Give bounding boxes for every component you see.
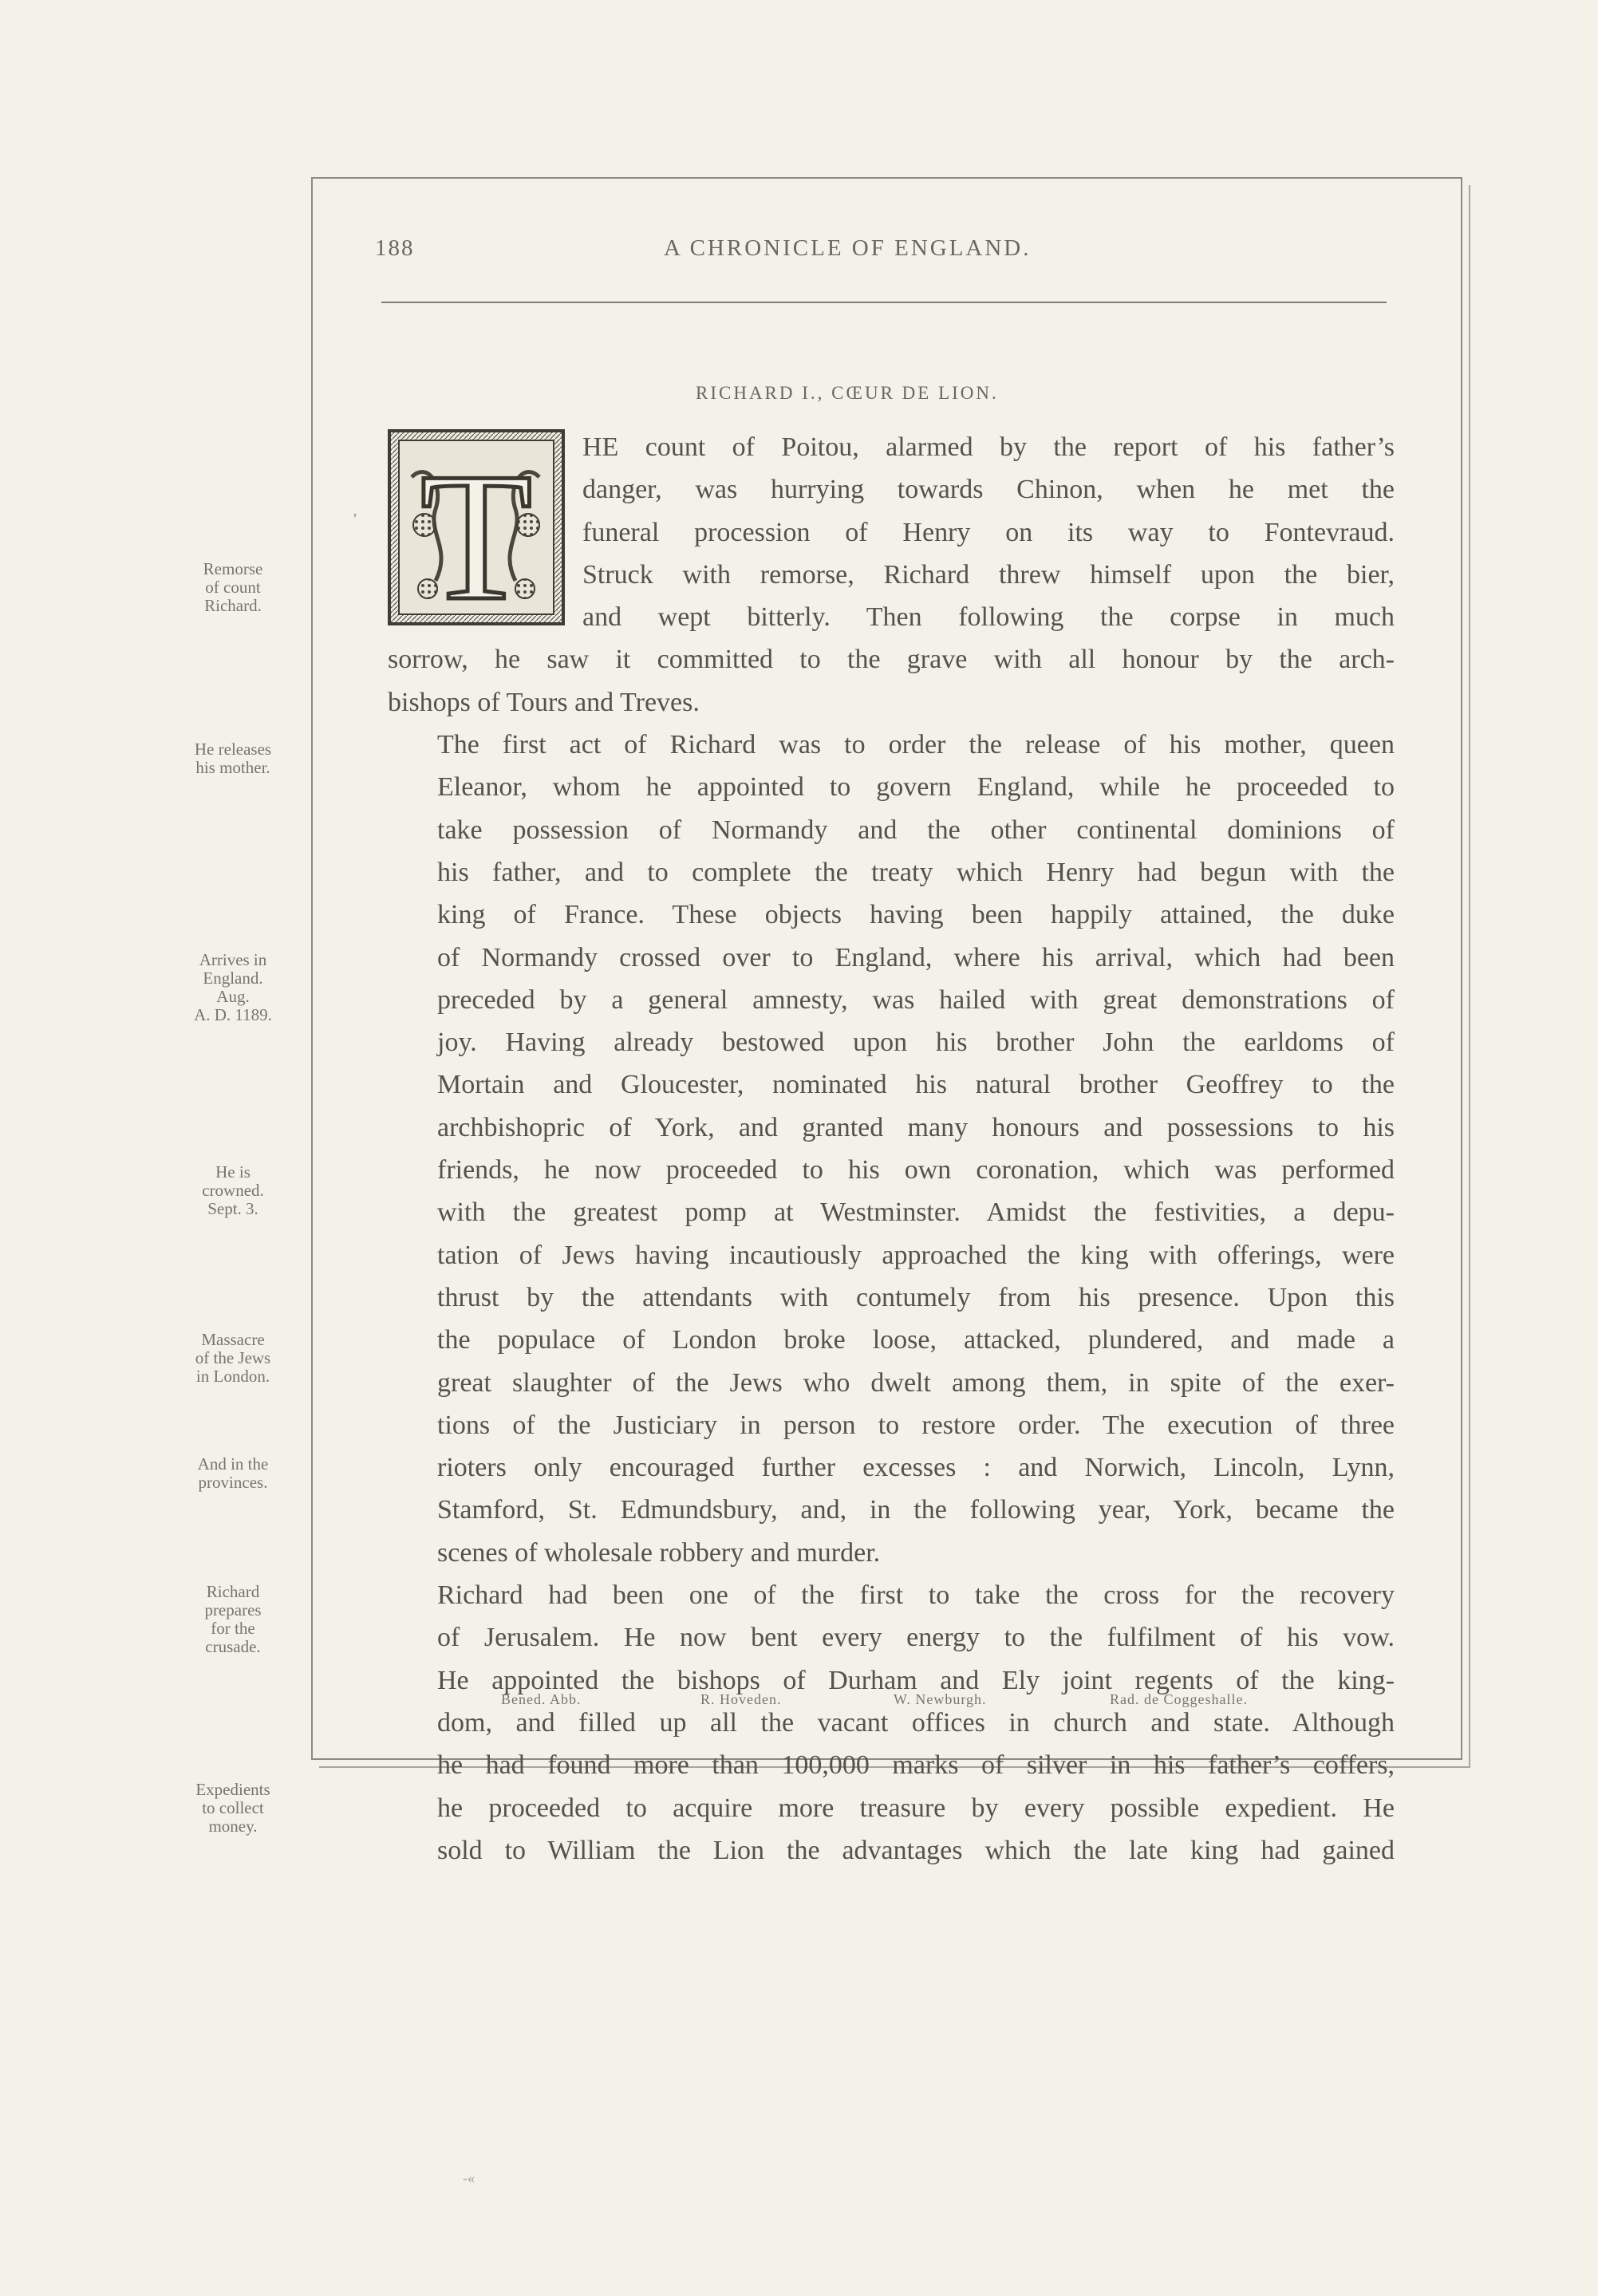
text-line: tation of Jews having incautiously approached the king with offerings, were [437,1240,1395,1270]
margin-note-line: And in the [197,1454,269,1473]
text-line: Struck with remorse, Richard threw himself upon the bier, [582,559,1395,590]
margin-note-line: Remorse [203,559,263,578]
margin-note-line: He releases [194,740,272,759]
text-line: and wept bitterly. Then following the corpse in much [582,602,1395,633]
footnote-source: W. Newburgh. [894,1691,987,1707]
margin-note-line: crowned. [202,1181,264,1200]
text-line: tions of the Justiciary in person to restore order. The execution of three [437,1410,1395,1440]
margin-note-line: Expedients [195,1780,270,1799]
text-line: of Jerusalem. He now bent every energy to the fulfilment of his vow. [437,1623,1395,1653]
margin-note-line: in London. [195,1367,270,1386]
margin-note-line: crusade. [205,1637,261,1656]
margin-note-line: money. [208,1817,258,1836]
text-line: king of France. These objects having been happily attained, the duke [437,900,1395,930]
margin-note-massacre [161,1331,305,1386]
text-line: The first act of Richard was to order the release of his mother, queen [437,730,1395,760]
text-line: thrust by the attendants with contumely from his presence. Upon this [437,1282,1395,1312]
margin-note-line: Aug. [216,987,250,1006]
text-line: Eleanor, whom he appointed to govern England, while he proceeded to [437,772,1395,803]
text-line: bishops of Tours and Treves. [388,687,700,717]
margin-note-line: to collect [202,1798,264,1817]
running-title: A CHRONICLE OF ENGLAND. [664,235,1032,261]
text-line: great slaughter of the Jews who dwelt among them, in spite of the exer- [437,1367,1395,1398]
text-line: of Normandy crossed over to England, where his arrival, which had been [437,942,1395,972]
margin-note-releases [161,740,305,777]
text-line: his father, and to complete the treaty which Henry had begun with the [437,857,1395,887]
text-line: HE count of Poitou, alarmed by the report of his father’s [582,432,1395,462]
text-line: archbishopric of York, and granted many honours and possessions to his [437,1112,1395,1142]
margin-note-line: of the Jews [195,1348,271,1367]
stray-mark: -« [463,2170,475,2186]
text-line: with the greatest pomp at Westminster. Amidst the festivities, a depu- [437,1197,1395,1228]
footnote-source: Bened. Abb. [501,1691,582,1707]
margin-note-line: Sept. 3. [207,1199,258,1218]
text-line: joy. Having already bestowed upon his brother John the earldoms of [437,1028,1395,1058]
text-line: the populace of London broke loose, attacked, plundered, and made a [437,1325,1395,1355]
text-line: he proceeded to acquire more treasure by every possible expedient. He [437,1793,1395,1823]
page-number: 188 [375,235,415,261]
footnote-source: R. Hoveden. [700,1691,782,1707]
margin-note-line: England. [203,969,263,988]
margin-note-line: Arrives in [199,950,267,969]
paragraph-1 [388,426,1395,724]
section-title: RICHARD I., CŒUR DE LION. [696,383,999,403]
text-line: dom, and filled up all the vacant offices in church and state. Although [437,1707,1395,1738]
margin-note-line: of count [205,578,261,597]
footnote-source: Rad. de Coggeshalle. [1110,1691,1248,1707]
text-line: he had found more than 100,000 marks of silver in his father’s coffers, [437,1750,1395,1781]
margin-note-line: for the [211,1619,255,1638]
margin-note-line: his mother. [195,758,270,777]
margin-note-line: Richard [206,1582,260,1601]
text-line: friends, he now proceeded to his own coronation, which was performed [437,1155,1395,1185]
text-line: Richard had been one of the first to take the cross for the recovery [437,1580,1395,1611]
text-line: Mortain and Gloucester, nominated his natural brother Geoffrey to the [437,1070,1395,1100]
margin-note-line: prepares [204,1600,262,1619]
text-line: Stamford, St. Edmundsbury, and, in the following year, York, became the [437,1495,1395,1525]
margin-note-provinces [161,1455,305,1492]
margin-note-line: Massacre [201,1330,265,1349]
margin-note-line: A. D. 1189. [194,1005,272,1024]
text-line: He appointed the bishops of Durham and Ely joint regents of the king- [437,1665,1395,1695]
margin-note-remorse [161,560,305,615]
text-line: scenes of wholesale robbery and murder. [437,1537,881,1568]
text-line: sorrow, he saw it committed to the grave with all honour by the arch- [388,645,1395,675]
initial-letter-glyph: T [420,435,533,625]
body-text [388,426,1395,1872]
text-line: take possession of Normandy and the other continental dominions of [437,815,1395,845]
margin-note-line: Richard. [204,596,262,615]
paragraph-2 [388,724,1395,1574]
text-line: preceded by a general amnesty, was hailed with great demonstrations of [437,984,1395,1015]
text-line: sold to William the Lion the advantages which the late king had gained [437,1835,1395,1865]
margin-note-crowned [161,1163,305,1218]
text-line: funeral procession of Henry on its way to Fontevraud. [582,517,1395,547]
stray-mark: ’ [353,511,357,527]
header-rule [381,302,1387,303]
text-line: rioters only encouraged further excesses : and Norwich, Lincoln, Lynn, [437,1453,1395,1483]
paragraph-3 [388,1574,1395,1872]
margin-note-line: provinces. [198,1473,268,1492]
margin-note-crusade [161,1583,305,1656]
margin-note-expedients [161,1781,305,1836]
text-line: danger, was hurrying towards Chinon, when he met the [582,475,1395,505]
margin-note-arrives [161,951,305,1024]
decorated-initial-letter [388,429,565,625]
margin-note-line: He is [215,1162,251,1182]
